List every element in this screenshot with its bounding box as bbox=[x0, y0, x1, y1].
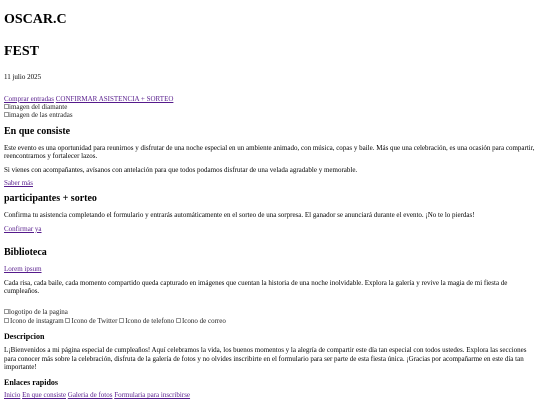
buy-tickets-link[interactable]: Comprar entradas bbox=[4, 94, 54, 103]
twitter-icon[interactable] bbox=[65, 317, 117, 325]
description-paragraph: L¡Bienvenidos a mi página especial de cumpleaños! Aquí celebramos la vida, los buenos momentos y la alegría de compartir este día tan especial con todos ustedes. Explora las secciones para conocer más sobre la celebración, disfruta de la galería de fotos y no olvides inscribirte en el formulario para ser parte de esta fiesta única. ¡Gracias por acompañarme en este día tan importante! bbox=[4, 346, 527, 372]
quick-link-about[interactable]: En que consiste bbox=[22, 391, 67, 400]
site-title-line1: OSCAR.C bbox=[4, 12, 67, 27]
tickets-image bbox=[4, 111, 536, 119]
quick-links-nav bbox=[4, 391, 536, 399]
raffle-heading: participantes + sorteo bbox=[4, 193, 97, 205]
quick-links-heading: Enlaces rapidos bbox=[4, 377, 59, 387]
library-section bbox=[4, 247, 536, 295]
about-paragraph-2: Si vienes con acompañantes, avísanos con antelación para que todos podamos disfrutar de una velada agradable y memorable. bbox=[4, 165, 358, 174]
site-header bbox=[4, 12, 536, 120]
confirm-now-link[interactable]: Confirmar ya bbox=[4, 224, 42, 233]
quick-link-gallery[interactable]: Galeria de fotos bbox=[67, 391, 113, 400]
phone-icon-alt: Icono de telefono bbox=[125, 316, 175, 325]
quick-link-home[interactable]: Inicio bbox=[4, 391, 21, 400]
broken-image-icon bbox=[119, 318, 124, 323]
site-logo bbox=[4, 308, 536, 316]
broken-image-icon bbox=[4, 318, 9, 323]
site-logo-alt: logotipo de la pagina bbox=[9, 308, 68, 317]
quick-link-form[interactable]: Formularia para inscribirse bbox=[114, 391, 191, 400]
site-title bbox=[4, 12, 536, 60]
diamond-image bbox=[4, 103, 536, 111]
lorem-ipsum-link[interactable]: Lorem ipsum bbox=[4, 265, 42, 274]
tickets-image-alt: imagen de las entradas bbox=[9, 111, 73, 120]
about-paragraph-1: Este evento es una oportunidad para reunirnos y disfrutar de una noche especial en un ambiente animado, con música, copas y baile. Más que una celebración, es una ocasión para compartir, reencontrarnos y fortalecer lazos. bbox=[4, 143, 535, 161]
twitter-icon-alt: Icono de Twitter bbox=[71, 316, 118, 325]
header-nav bbox=[4, 95, 536, 103]
site-footer bbox=[4, 308, 536, 399]
library-heading: Biblioteca bbox=[4, 247, 47, 259]
mail-icon[interactable] bbox=[176, 317, 226, 325]
phone-icon[interactable] bbox=[119, 317, 174, 325]
mail-icon-alt: Icono de correo bbox=[181, 316, 226, 325]
instagram-icon[interactable] bbox=[4, 317, 64, 325]
broken-image-icon bbox=[65, 318, 70, 323]
confirm-raffle-link[interactable]: CONFIRMAR ASISTENCIA + SORTEO bbox=[55, 94, 174, 103]
raffle-paragraph: Confirma tu asistencia completando el formulario y entrarás automáticamente en el sorteo de una sorpresa. El ganador se anunciará durante el evento. ¡No te lo pierdas! bbox=[4, 211, 475, 220]
broken-image-icon bbox=[176, 318, 181, 323]
diamond-image-alt: imagen del diamante bbox=[9, 103, 68, 112]
social-icons bbox=[4, 317, 536, 326]
event-date: 11 julio 2025 bbox=[4, 73, 42, 82]
about-heading: En que consiste bbox=[4, 125, 71, 137]
raffle-section bbox=[4, 193, 536, 233]
instagram-icon-alt: Icono de instagram bbox=[10, 316, 64, 325]
about-section bbox=[4, 126, 536, 188]
library-paragraph: Cada risa, cada baile, cada momento compartido queda capturado en imágenes que cuentan la historia de una noche inolvidable. Explora la galería y revive la magia de mi fiesta de cumpleaños. bbox=[4, 278, 508, 295]
description-heading: Descripcion bbox=[4, 331, 45, 341]
site-title-line2: FEST bbox=[4, 44, 40, 60]
learn-more-link[interactable]: Saber más bbox=[4, 179, 33, 188]
